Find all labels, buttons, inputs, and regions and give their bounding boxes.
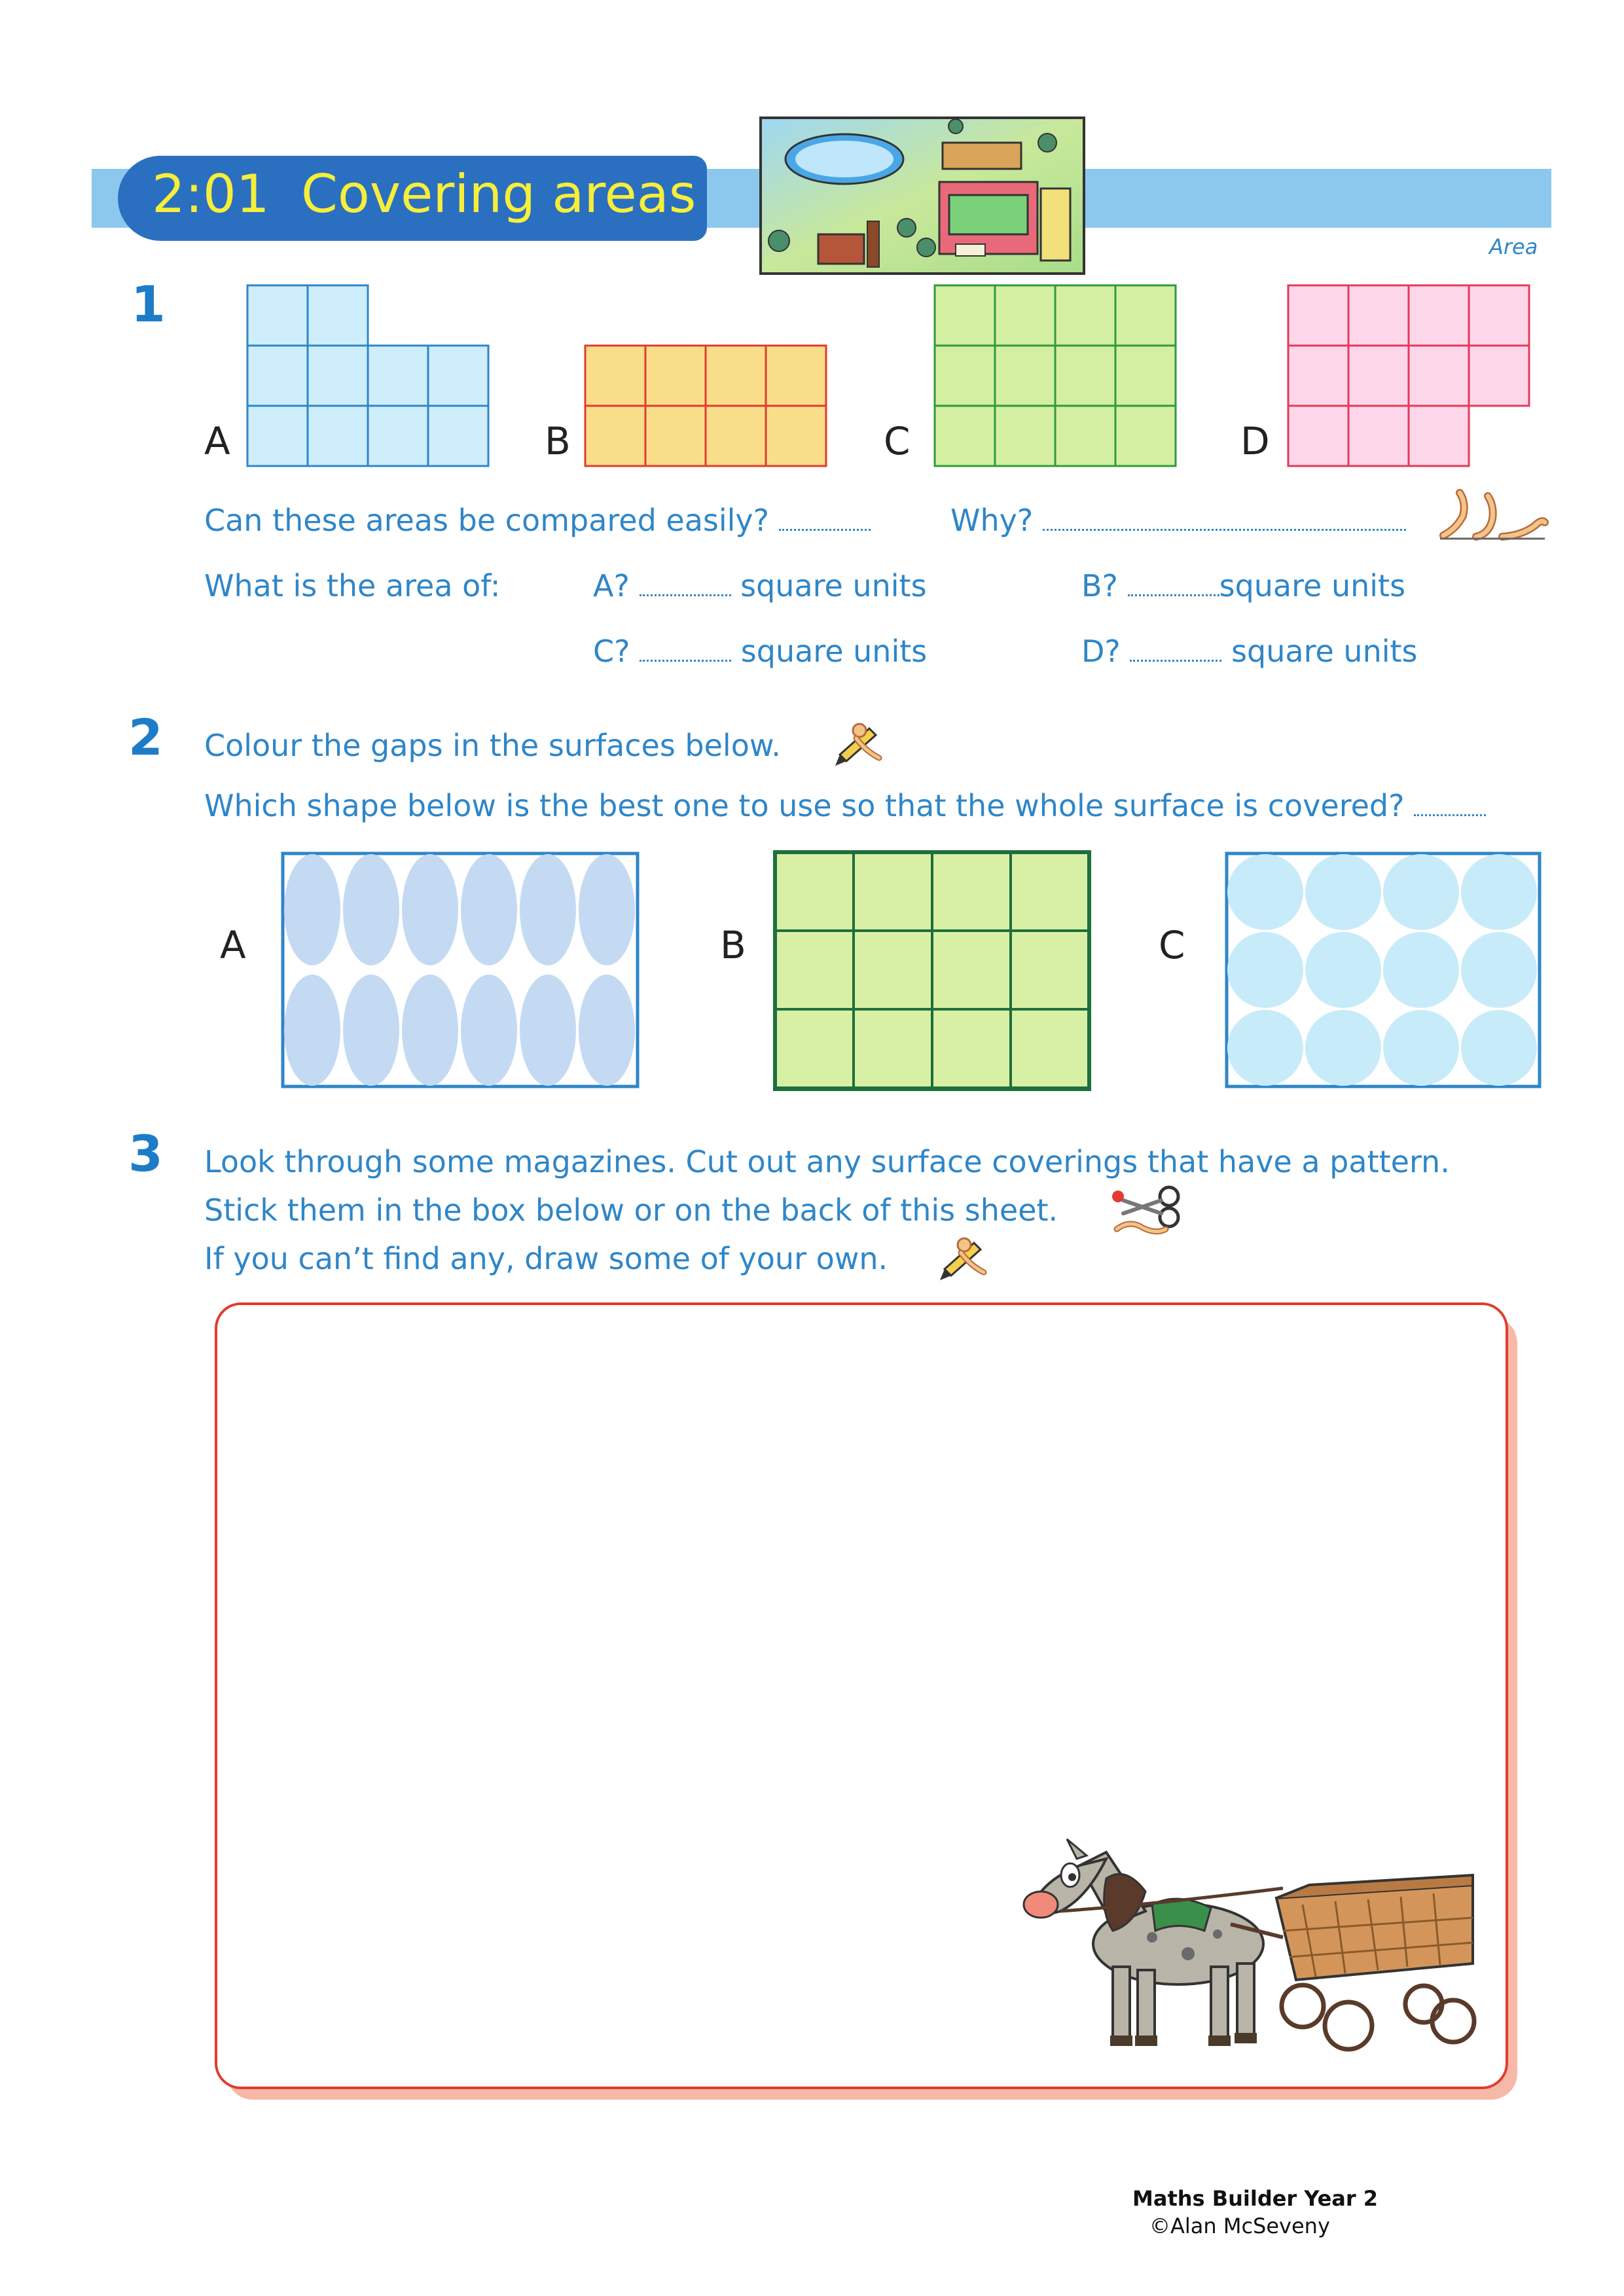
why-answer-blank[interactable] [1043, 524, 1406, 531]
surface-c-circles[interactable] [1225, 852, 1542, 1089]
why-question-text: Why? [950, 503, 1034, 538]
lesson-number: 2:01 [152, 164, 270, 224]
worms-illustration [1437, 483, 1548, 542]
shape-c-grid [935, 285, 1177, 469]
question-number-2: 2 [128, 708, 163, 766]
shape-label-a: A [204, 419, 230, 463]
area-item-d [1081, 634, 1418, 669]
surface-a-ellipses[interactable] [281, 852, 640, 1089]
area-item-a [593, 568, 927, 603]
area-item-a-unit: square units [740, 568, 927, 603]
question-number-1: 1 [131, 275, 166, 333]
q3-instruction-2: Stick them in the box below or on the back of this sheet. [204, 1193, 1058, 1228]
q2-instruction-2-text: Which shape below is the best one to use so that the whole surface is covered? [204, 788, 1405, 823]
footer-copyright: ©Alan McSeveny [1149, 2214, 1330, 2238]
area-item-d-unit: square units [1231, 634, 1418, 669]
shape-label-d: D [1240, 419, 1270, 463]
area-item-b [1081, 568, 1405, 603]
shape-d-grid [1288, 285, 1530, 469]
surface-b-squares[interactable] [774, 851, 1091, 1090]
area-prompt: What is the area of: [204, 568, 501, 603]
area-item-b-prefix: B? [1081, 568, 1118, 603]
area-item-c-unit: square units [740, 634, 928, 669]
shape-b-grid [585, 346, 827, 469]
area-item-a-prefix: A? [593, 568, 630, 603]
area-item-b-unit: square units [1219, 568, 1406, 603]
best-shape-blank[interactable] [1414, 809, 1486, 816]
q2-instruction-1: Colour the gaps in the surfaces below. [204, 728, 781, 763]
shape-label-b: B [545, 419, 571, 463]
footer-book-title: Maths Builder Year 2 [1132, 2186, 1379, 2211]
area-item-d-prefix: D? [1081, 634, 1121, 669]
area-item-c [593, 634, 927, 669]
surface-label-a: A [220, 923, 246, 967]
compare-answer-blank[interactable] [779, 524, 871, 531]
q3-instruction-1: Look through some magazines. Cut out any surface coverings that have a pattern. [204, 1144, 1450, 1179]
compare-question [204, 503, 871, 538]
scissors-worm-icon [1104, 1183, 1189, 1236]
area-c-blank[interactable] [640, 655, 731, 662]
page-title: Covering areas [301, 164, 696, 224]
why-question [950, 503, 1406, 538]
pencil-worm-icon [935, 1233, 987, 1285]
compare-question-text: Can these areas be compared easily? [204, 503, 770, 538]
q3-instruction-3: If you can’t find any, draw some of your own. [204, 1241, 888, 1276]
surface-label-b: B [720, 923, 746, 967]
garden-map-illustration [759, 117, 1087, 277]
shape-a-grid [247, 285, 490, 469]
topic-label: Area [1489, 234, 1538, 259]
area-item-c-prefix: C? [593, 634, 630, 669]
horse-and-cart-illustration [1021, 1839, 1479, 2075]
q2-instruction-2 [204, 788, 1486, 823]
question-number-3: 3 [128, 1124, 163, 1183]
shape-label-c: C [884, 419, 911, 463]
area-a-blank[interactable] [640, 589, 731, 596]
area-d-blank[interactable] [1130, 655, 1221, 662]
area-b-blank[interactable] [1128, 589, 1219, 596]
pencil-worm-icon [830, 719, 882, 771]
surface-label-c: C [1159, 923, 1185, 967]
